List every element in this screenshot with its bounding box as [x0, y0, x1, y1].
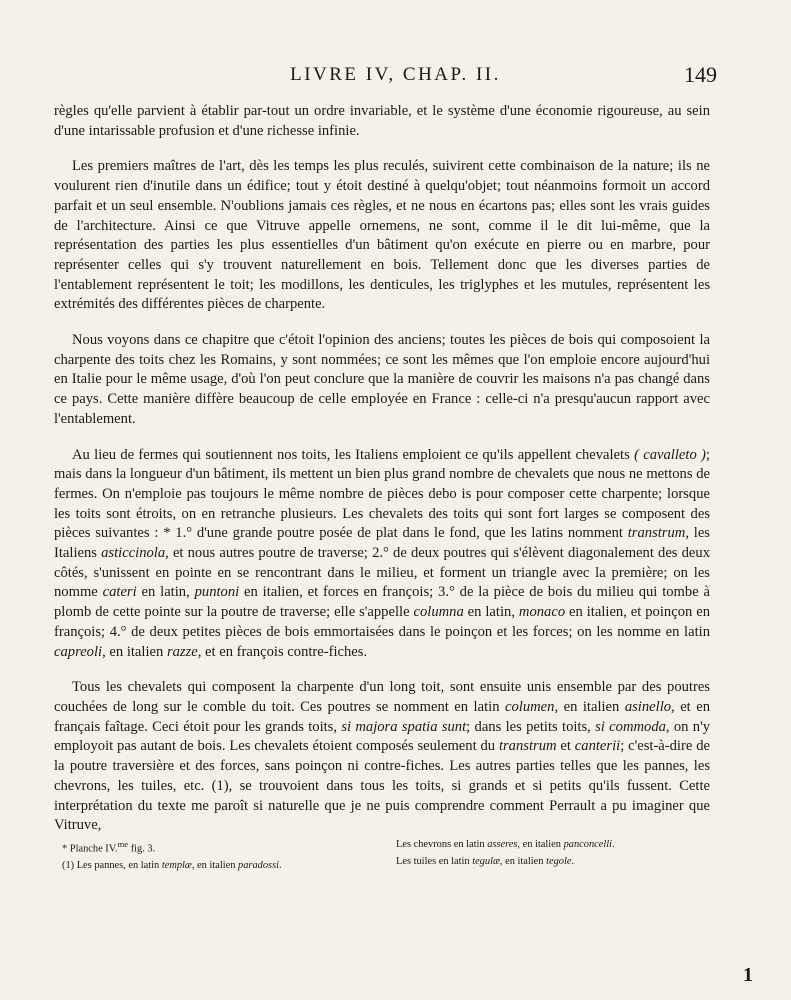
- paragraph: [54, 331, 710, 430]
- italic-text: asseres: [487, 839, 518, 850]
- italic-text: cateri: [102, 584, 137, 601]
- text-run: ; mais dans la longueur d'un bâtiment, ils mettent un bien plus grand nombre de chevalets que nous ne mettons de fermes. On n'emploie pas toujours le même nombre de pièces debo is pour composer cette charpente; lorsque les toits sont étroits, on en retranche plusieurs. Les chevalets des toits qui sont fort larges se composent des pièces suivantes : * 1.° d'une grande poutre posée de plat dans le fond, que les latins nomment: [54, 446, 710, 542]
- text-run: règles qu'elle parvient à établir par-tout un ordre invariable, et le système d'une économie rigoureuse, au sein d'une intarissable profusion et d'une richesse infinie.: [54, 103, 710, 139]
- text-run: , en italien: [191, 860, 239, 872]
- text-run: en italien, et forces en françois; 3.° de la pièce de bois du milieu qui tombe à plomb de cette pointe sur la poutre de traverse; elle s'appelle: [54, 584, 710, 621]
- text-run: Les premiers maîtres de l'art, dès les temps les plus reculés, suivirent cette combinaison de la nature; ils ne voulurent rien d'inutile dans un édifice; tout y étoit destiné à quelqu'objet; tout néanmoins formoit un accord parfait et un seul ensemble. N'oublions jamais ces règles, et ne nous en écartons pas; elles sont les vrais guides de l'architecture. Ainsi ce que Vitruve appelle ornemens, ne sont, comme il le dit lui-même, que la représentation des parties les plus essentielles d'un bâtiment qu'on exécute en pierre ou en marbre, pour représenter celles qui s'y trouvent naturellement en bois. Tellement donc que les diverses parties de l'entablement représentent le toit; les modillons, les denticules, les triglyphes et les mutules, représentent les extrémités des différentes pièces de charpente.: [54, 158, 710, 313]
- running-header: [0, 58, 791, 98]
- italic-text: paradossi: [238, 860, 280, 872]
- text-run: , en italien: [554, 698, 625, 715]
- text-run: Les chevrons en latin: [396, 839, 488, 850]
- text-run: Nous voyons dans ce chapitre que c'étoit l'opinion des anciens; toutes les pièces de bois qui composoient la charpente des toits chez les Romains, y sont nommées; ce sont les mêmes que l'on emploie encore aujourd'hui en Italie pour le même usage, d'où l'on peut conclure que la manière de couvrir les maisons n'a pas changé dans ce pays. Cette manière diffère beaucoup de celle employée en France : celle-ci n'a presqu'aucun rapport avec l'entablement.: [54, 332, 710, 427]
- italic-text: tegulæ: [472, 856, 500, 867]
- italic-text: transtrum: [627, 525, 686, 542]
- text-run: Au lieu de fermes qui soutiennent nos toits, les Italiens emploient ce qu'ils appellent chevalets: [72, 446, 635, 463]
- text-run: , et nous autres poutre de traverse; 2.° de deux poutres qui s'élèvent diagonalement des deux côtés, s'unissent en pointe en se rencontrant dans le milieu, et forment un triangle avec la première; on les nomme: [54, 545, 710, 601]
- paragraph: [54, 446, 710, 663]
- paragraph: [54, 102, 710, 141]
- text-run: en latin,: [463, 604, 519, 621]
- text-run: en latin,: [136, 584, 195, 601]
- paragraph: [54, 678, 710, 836]
- text-run: , on n'y employoit pas autant de bois. Les chevalets étoient composés seulement du: [54, 718, 711, 755]
- page-number: 149: [684, 62, 717, 87]
- italic-text: tegole: [546, 856, 572, 867]
- italic-text: si majora spatia sunt: [341, 718, 467, 735]
- text-run: Tous les chevalets qui composent la charpente d'un long toit, sont ensuite unis ensemble par des poutres couchées de long sur le comble du toit. Ces poutres se nomment en latin: [54, 679, 710, 715]
- text-run: , et en françois contre-fiches.: [197, 643, 368, 660]
- superscript-text: me: [117, 839, 129, 849]
- text-run: , en italien: [102, 643, 167, 660]
- italic-text: panconcelli: [563, 839, 613, 850]
- italic-text: ( cavalleto ): [634, 446, 706, 463]
- footnotes-left-column: [62, 836, 382, 874]
- text-run: et: [556, 738, 575, 755]
- text-run: (1) Les pannes, en latin: [62, 860, 162, 872]
- text-run: , en italien: [499, 856, 547, 867]
- running-title: LIVRE IV, CHAP. II.: [290, 64, 501, 85]
- footnote: [62, 857, 382, 874]
- text-run: en italien, et poinçon en françois; 4.° de deux petites pièces de bois emmortaisées dans le poinçon et les forces; on les nomme en latin: [54, 604, 710, 640]
- text-run: fig. 3.: [128, 843, 156, 855]
- text-run: , et en français faîtage. Ceci étoit pour les grands toits,: [54, 698, 710, 735]
- text-run: * Planche IV.: [62, 843, 118, 855]
- text-run: .: [279, 860, 282, 872]
- footnote: [62, 836, 382, 857]
- text-run: .: [612, 839, 615, 850]
- italic-text: si commoda: [595, 718, 666, 735]
- text-run: Les tuiles en latin: [396, 856, 473, 867]
- italic-text: asinello: [624, 698, 672, 715]
- footnote: [396, 836, 716, 853]
- italic-text: columen: [505, 698, 555, 715]
- italic-text: razze: [166, 643, 198, 660]
- italic-text: transtrum: [498, 738, 557, 755]
- footnote: [396, 853, 716, 870]
- italic-text: monaco: [518, 604, 566, 621]
- text-run: ; c'est-à-dire de la poutre traversière et des forces, sans poinçon ni contre-fiches. Les autres parties telles que les pannes, les chevrons, les tuiles, etc. (1), se trouvoient dans tous les toits, si grands et si petits qu'ils fussent. Cette interprétation du texte me paroît si naturelle que je ne puis comprendre comment Perrault a pu imaginer que Vitruve,: [54, 738, 710, 834]
- italic-text: canterii: [574, 738, 621, 755]
- text-run: , les Italiens: [54, 525, 710, 562]
- italic-text: asticcinola: [101, 545, 166, 562]
- text-run: ; dans les petits toits,: [466, 718, 596, 735]
- footnotes-right-column: [396, 836, 716, 870]
- corner-mark: 1: [743, 964, 753, 986]
- italic-text: capreoli: [54, 643, 103, 660]
- text-run: , en italien: [517, 839, 564, 850]
- italic-text: columna: [413, 604, 464, 621]
- main-text: [54, 102, 711, 855]
- paragraph: [54, 157, 710, 315]
- italic-text: puntoni: [194, 584, 240, 601]
- text-run: .: [571, 856, 575, 867]
- italic-text: templæ: [161, 860, 192, 872]
